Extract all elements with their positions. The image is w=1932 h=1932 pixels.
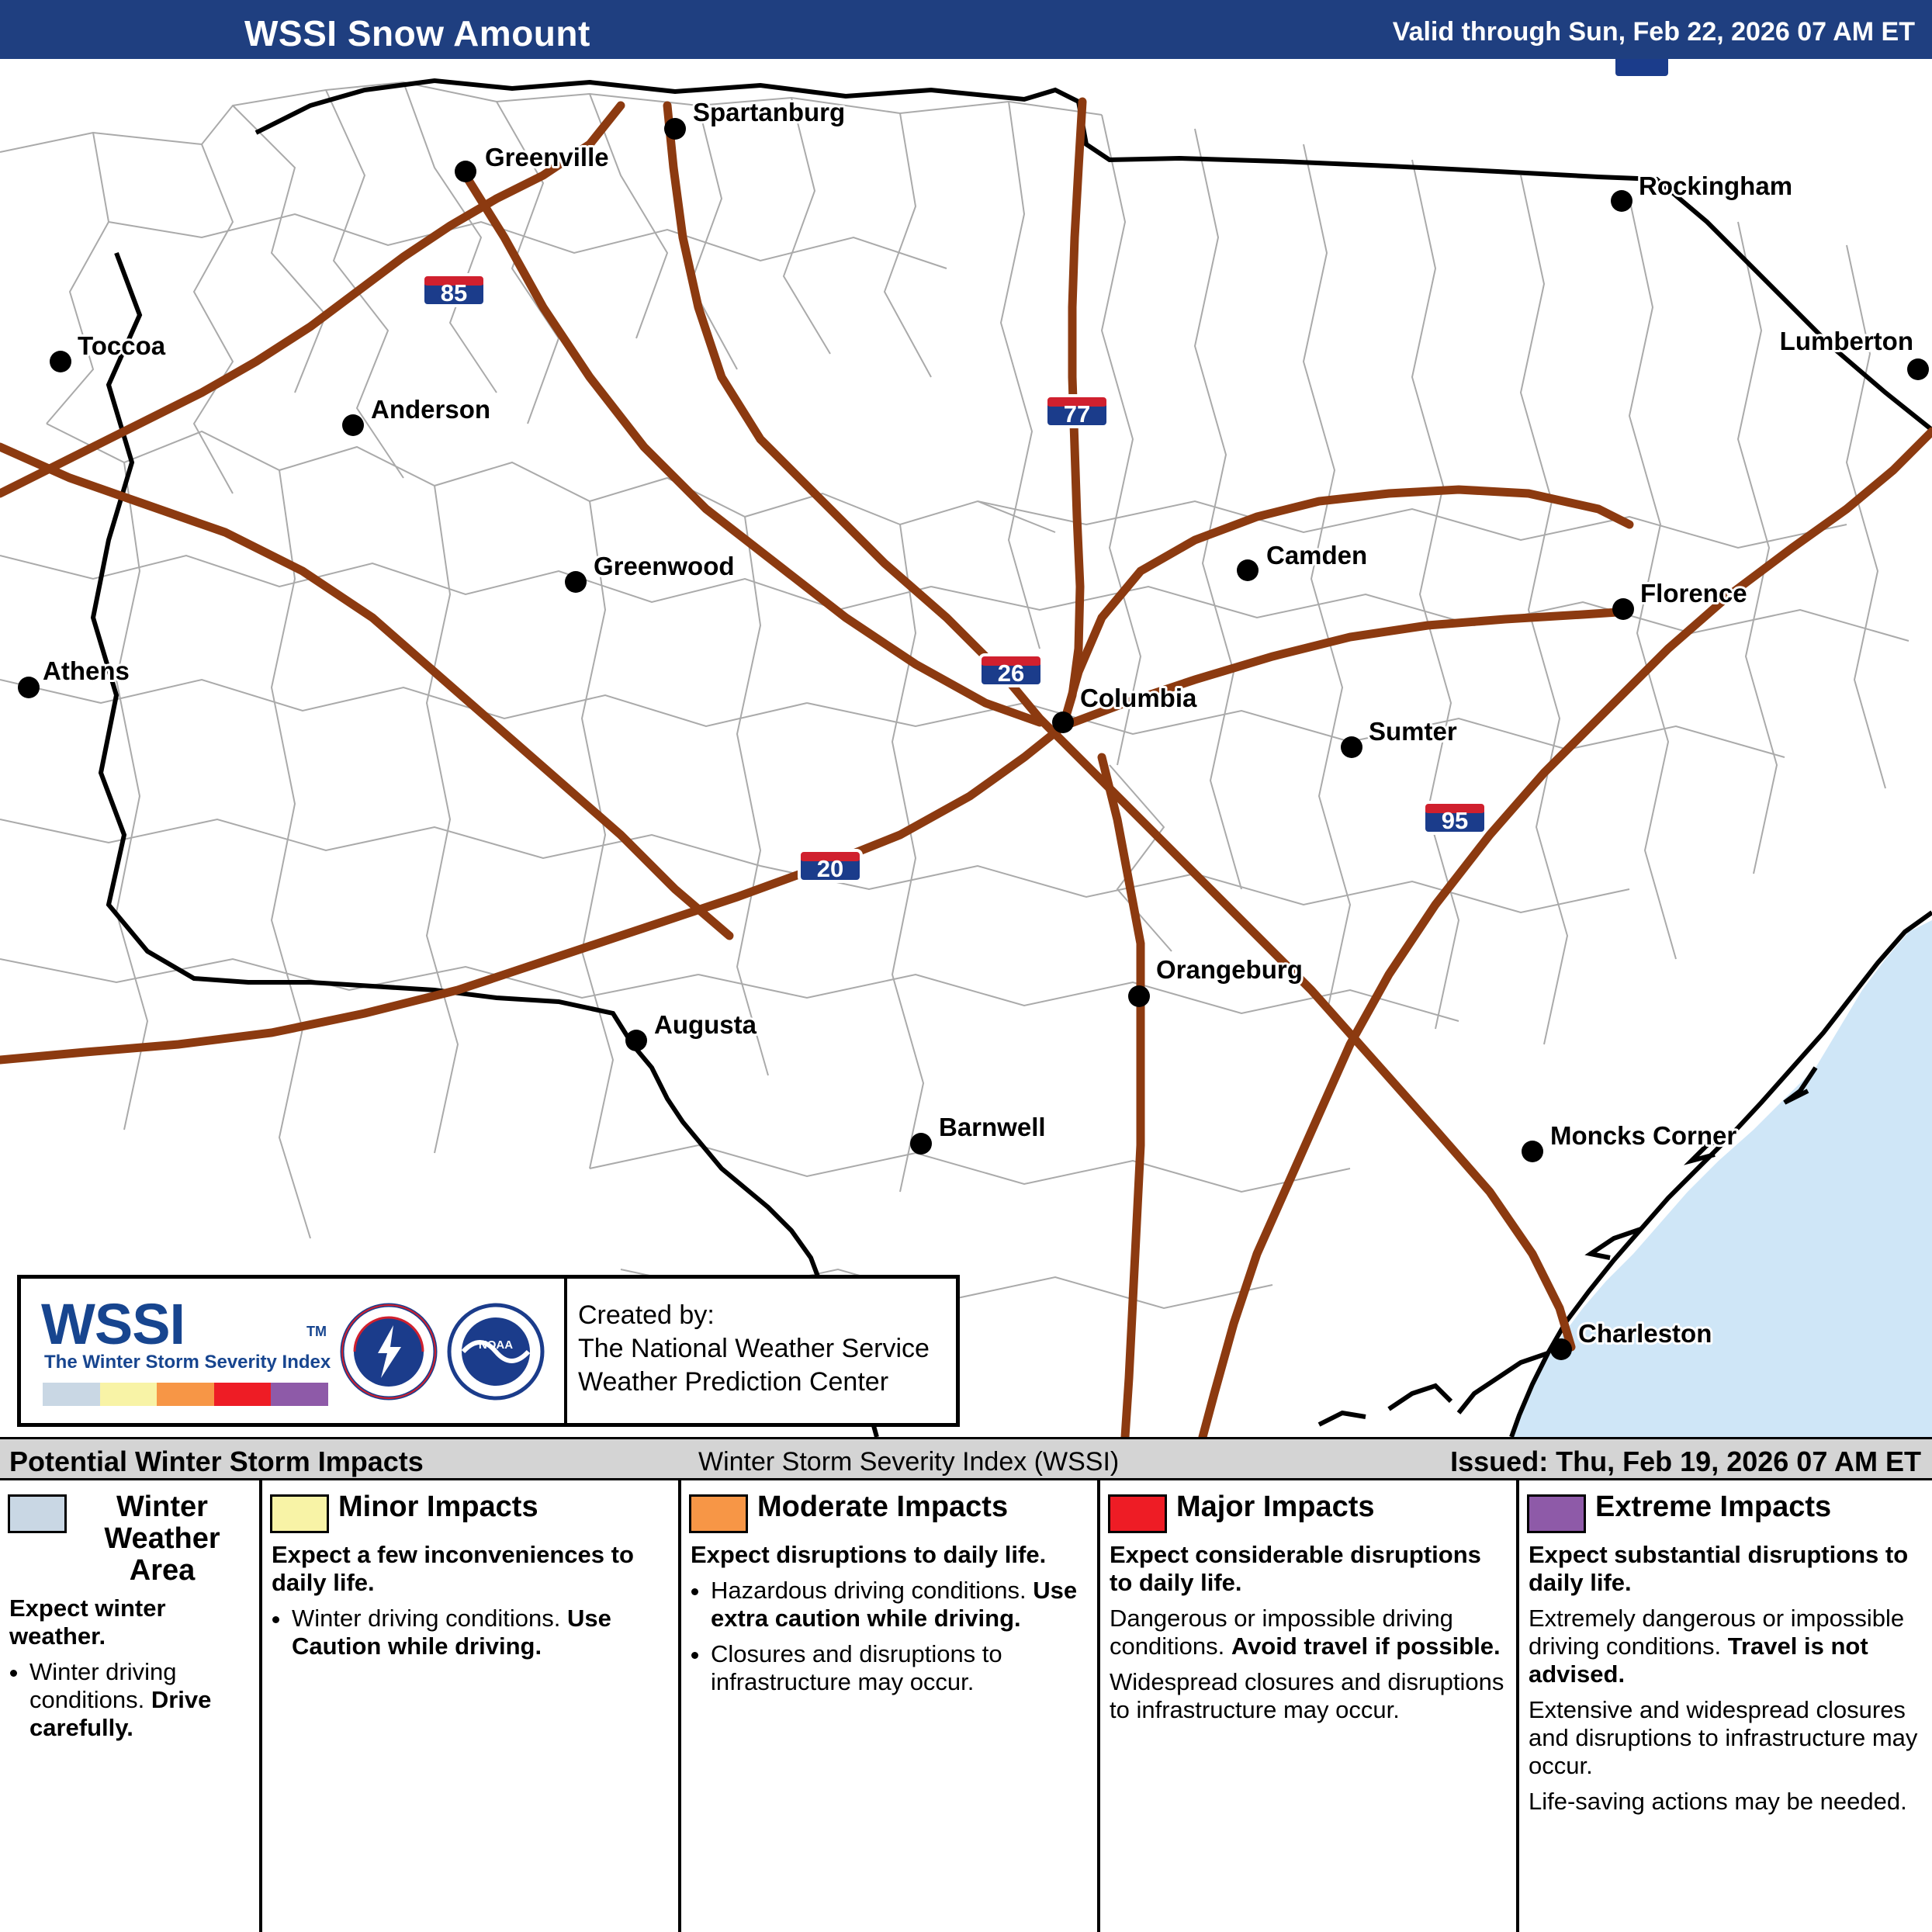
city-dot — [1341, 736, 1362, 758]
legend-body — [0, 1587, 259, 1742]
city-label: Lumberton — [1779, 327, 1913, 355]
city-label: Greenville — [485, 143, 609, 171]
legend-body — [1519, 1533, 1932, 1816]
city-label: Augusta — [654, 1010, 757, 1039]
legend-header — [1519, 1480, 1932, 1533]
legend-title: Extreme Impacts — [1595, 1491, 1832, 1523]
wssi-trademark: TM — [306, 1324, 327, 1339]
interstate-shield-85 — [423, 275, 485, 306]
city-marker — [625, 1010, 757, 1051]
city-dot — [1550, 1338, 1572, 1360]
city-label: Sumter — [1369, 717, 1457, 746]
legend-column-winter-weather-area — [0, 1480, 262, 1932]
legend-color-chip-minor — [270, 1494, 329, 1533]
city-label: Camden — [1266, 541, 1368, 570]
legend-lead-text: Expect disruptions to daily life. — [691, 1541, 1047, 1568]
legend-column-extreme — [1519, 1480, 1932, 1932]
created-by-line2: The National Weather Service — [578, 1333, 930, 1363]
map-canvas[interactable] — [0, 59, 1932, 1437]
legend-color-chip-major — [1108, 1494, 1167, 1533]
city-label: Anderson — [371, 395, 491, 424]
city-dot — [1237, 559, 1259, 581]
status-bar — [0, 1437, 1932, 1480]
legend-column-minor — [262, 1480, 681, 1932]
legend-paragraph: Extremely dangerous or impossible driving conditions. Travel is not advised. — [1529, 1604, 1905, 1688]
city-dot — [625, 1030, 647, 1051]
legend-bullet-item: • Hazardous driving conditions. Use extra caution while driving. — [711, 1577, 1088, 1633]
legend-header — [1100, 1480, 1516, 1533]
city-marker — [342, 395, 490, 436]
interstate-shield-26 — [980, 655, 1042, 687]
swatch-extreme — [271, 1383, 328, 1406]
legend-paragraph-emphasis: Travel is not advised. — [1529, 1632, 1868, 1688]
legend-paragraph-emphasis: Avoid travel if possible. — [1231, 1632, 1501, 1660]
legend-bullet-list — [272, 1605, 669, 1660]
legend-column-moderate — [681, 1480, 1100, 1932]
legend-lead-text: Expect substantial disruptions to daily life. — [1529, 1541, 1909, 1596]
legend-body — [262, 1533, 678, 1660]
created-by-line3: Weather Prediction Center — [578, 1366, 889, 1397]
wssi-wordmark: WSSI — [41, 1292, 185, 1356]
city-dot — [50, 351, 71, 372]
legend-header — [262, 1480, 678, 1533]
legend-lead-text: Expect a few inconveniences to daily life. — [272, 1541, 634, 1596]
city-layer — [18, 98, 1929, 1360]
svg-text:26: 26 — [997, 660, 1025, 687]
legend-title: Moderate Impacts — [757, 1491, 1009, 1523]
city-label: Spartanburg — [693, 98, 846, 126]
highways — [0, 102, 1932, 1437]
interstate-shield-20 — [799, 850, 861, 882]
city-label: Greenwood — [594, 552, 735, 580]
valid-through-text: Valid through Sun, Feb 22, 2026 07 AM ET — [1392, 17, 1915, 47]
city-dot — [565, 571, 587, 593]
city-marker — [1611, 171, 1792, 212]
city-label: Toccoa — [78, 331, 166, 360]
swatch-winter-weather-area — [43, 1383, 100, 1406]
legend-bullet-item: • Winter driving conditions. Use Caution while driving. — [292, 1605, 669, 1660]
svg-text:NOAA: NOAA — [478, 1338, 514, 1352]
header-bar — [0, 0, 1932, 59]
legend-title: Minor Impacts — [338, 1491, 538, 1523]
legend-header — [0, 1480, 259, 1587]
legend-column-major — [1100, 1480, 1519, 1932]
legend-lead-text: Expect winter weather. — [9, 1594, 166, 1650]
city-dot — [1907, 358, 1929, 380]
city-label: Moncks Corner — [1550, 1121, 1737, 1150]
legend-paragraph: Life-saving actions may be needed. — [1529, 1787, 1907, 1815]
logo-divider — [564, 1279, 567, 1423]
created-by-block — [578, 1299, 930, 1398]
legend-paragraph: Widespread closures and disruptions to infrastructure may occur. — [1110, 1667, 1504, 1723]
legend-bullet-emphasis: Use Caution while driving. — [292, 1604, 611, 1660]
legend-bullet-emphasis: Use extra caution while driving. — [711, 1576, 1078, 1632]
interstate-shield-77 — [1046, 396, 1108, 428]
city-dot — [1128, 985, 1150, 1007]
city-label: Charleston — [1578, 1319, 1712, 1348]
svg-text:85: 85 — [440, 279, 468, 306]
swatch-minor — [100, 1383, 158, 1406]
city-label: Athens — [43, 656, 130, 685]
city-marker — [1237, 541, 1367, 581]
wssi-logo-box — [17, 1275, 960, 1427]
city-marker — [1612, 579, 1747, 620]
legend-title: Winter Weather Area — [104, 1491, 220, 1587]
nws-seal-icon — [339, 1302, 438, 1401]
map-svg — [0, 59, 1932, 1437]
legend-paragraph: Extensive and widespread closures and disruptions to infrastructure may occur. — [1529, 1695, 1918, 1779]
legend-color-chip-winter-weather-area — [8, 1494, 67, 1533]
city-dot — [1611, 190, 1633, 212]
status-bar-center-label: Winter Storm Severity Index (WSSI) — [698, 1447, 1120, 1477]
city-dot — [1052, 712, 1074, 733]
city-marker — [1341, 717, 1457, 758]
city-marker — [1128, 955, 1303, 1007]
page-title: WSSI Snow Amount — [244, 13, 590, 54]
interstate-shield-top — [1614, 59, 1670, 78]
legend-color-chip-moderate — [689, 1494, 748, 1533]
legend-body — [681, 1533, 1097, 1696]
wssi-color-swatches — [43, 1383, 328, 1406]
impacts-legend — [0, 1480, 1932, 1932]
interstate-shields — [423, 59, 1670, 882]
legend-bullet-list — [691, 1577, 1088, 1696]
status-bar-left-label: Potential Winter Storm Impacts — [9, 1446, 424, 1477]
city-label: Rockingham — [1639, 171, 1793, 200]
city-marker — [1780, 327, 1929, 380]
legend-header — [681, 1480, 1097, 1533]
city-marker — [50, 331, 166, 372]
legend-bullet-list — [9, 1658, 250, 1742]
city-marker — [565, 552, 735, 593]
ocean-water — [1513, 920, 1932, 1437]
city-dot — [18, 677, 40, 698]
legend-paragraph: Dangerous or impossible driving conditions. Avoid travel if possible. — [1110, 1604, 1501, 1660]
legend-title: Major Impacts — [1176, 1491, 1375, 1523]
city-label: Orangeburg — [1156, 955, 1303, 984]
legend-bullet-emphasis: Drive carefully. — [29, 1685, 212, 1741]
svg-text:95: 95 — [1441, 807, 1469, 834]
city-dot — [910, 1133, 932, 1155]
legend-lead-text: Expect considerable disruptions to daily life. — [1110, 1541, 1481, 1596]
city-label: Barnwell — [939, 1113, 1046, 1141]
city-label: Florence — [1640, 579, 1747, 608]
city-dot — [1612, 598, 1634, 620]
city-label: Columbia — [1080, 684, 1197, 712]
legend-bullet-item: • Closures and disruptions to infrastructure may occur. — [711, 1640, 1088, 1696]
svg-text:20: 20 — [816, 855, 844, 882]
legend-bullet-item: • Winter driving conditions. Drive carefully. — [29, 1658, 250, 1742]
interstate-shield-95 — [1424, 802, 1486, 834]
swatch-moderate — [157, 1383, 214, 1406]
svg-text:77: 77 — [1063, 400, 1091, 428]
city-marker — [18, 656, 130, 698]
created-by-line1: Created by: — [578, 1300, 715, 1330]
city-dot — [1522, 1141, 1543, 1162]
legend-body — [1100, 1533, 1516, 1724]
legend-color-chip-extreme — [1527, 1494, 1586, 1533]
city-dot — [342, 414, 364, 436]
status-bar-issued-label: Issued: Thu, Feb 19, 2026 07 AM ET — [1450, 1446, 1921, 1477]
city-dot — [455, 161, 476, 182]
swatch-major — [214, 1383, 272, 1406]
noaa-seal-icon — [446, 1302, 545, 1401]
wssi-subtitle: The Winter Storm Severity Index — [44, 1352, 331, 1373]
city-marker — [910, 1113, 1046, 1155]
city-dot — [664, 118, 686, 140]
